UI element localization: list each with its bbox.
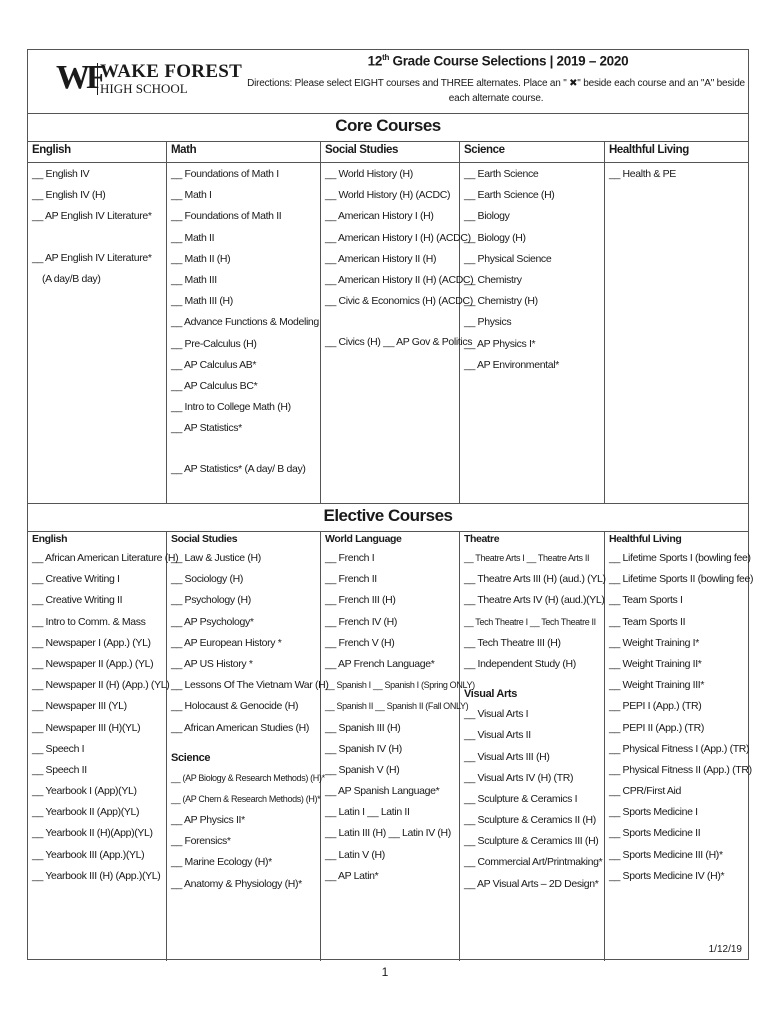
- course-option[interactable]: __ Yearbook II (H)(App)(YL): [32, 827, 153, 840]
- course-option[interactable]: __ Physical Fitness II (App.) (TR): [609, 763, 752, 776]
- course-option[interactable]: __ French III (H): [325, 594, 396, 607]
- course-option[interactable]: __ Latin V (H): [325, 848, 385, 861]
- logo-initials: WF: [56, 59, 103, 96]
- course-option[interactable]: __ Marine Ecology (H)*: [171, 856, 272, 869]
- course-option[interactable]: __ Commercial Art/Printmaking*: [464, 856, 603, 869]
- course-option[interactable]: __ AP Calculus AB*: [171, 358, 257, 371]
- course-option[interactable]: __ Civics (H) __ AP Gov & Politics: [325, 336, 473, 349]
- course-option[interactable]: __ Foundations of Math I: [171, 168, 279, 180]
- course-option[interactable]: __ Intro to College Math (H): [171, 401, 291, 414]
- course-option[interactable]: __ AP Psychology*: [171, 615, 254, 628]
- course-option[interactable]: __ Foundations of Math II: [171, 210, 282, 223]
- course-option[interactable]: __ Tech Theatre I __ Tech Theatre II: [464, 616, 596, 627]
- school-logo: [56, 59, 243, 99]
- course-option[interactable]: __ AP Statistics*: [171, 422, 242, 435]
- divider: [320, 141, 321, 503]
- elective-english-list: [32, 548, 178, 887]
- course-option[interactable]: __ Theatre Arts I __ Theatre Arts II: [464, 553, 590, 563]
- course-option[interactable]: __ Math II: [171, 231, 215, 244]
- course-note: (A day/B day): [42, 272, 101, 285]
- logo-name-line1: WAKE FOREST: [100, 61, 243, 82]
- elective-courses-title: Elective Courses: [323, 506, 453, 525]
- course-option[interactable]: __ (AP Biology & Research Methods) (H)*: [171, 772, 325, 783]
- course-option[interactable]: __ Newspaper II (App.) (YL): [32, 657, 154, 670]
- course-option[interactable]: __ English IV: [32, 168, 90, 180]
- course-option[interactable]: __ Visual Arts IV (H) (TR): [464, 771, 574, 784]
- course-option[interactable]: __ Biology (H): [464, 231, 526, 244]
- course-option[interactable]: __ Visual Arts III (H): [464, 750, 550, 763]
- course-option[interactable]: __ Team Sports II: [609, 615, 686, 628]
- course-option[interactable]: __ Holocaust & Genocide (H): [171, 700, 299, 713]
- course-option[interactable]: __ Team Sports I: [609, 594, 683, 607]
- title-rest: Grade Course Selections | 2019 – 2020: [389, 53, 629, 69]
- divider: [28, 503, 748, 504]
- course-option[interactable]: __ French II: [325, 573, 377, 586]
- course-option[interactable]: __ Lifetime Sports I (bowling fee): [609, 552, 751, 564]
- divider: [28, 113, 748, 114]
- course-option[interactable]: __ (AP Chem & Research Methods) (H)*: [171, 793, 321, 804]
- divider: [28, 162, 748, 163]
- course-selection-sheet: [27, 49, 754, 960]
- course-option[interactable]: __ African American Studies (H): [171, 721, 309, 734]
- course-option[interactable]: __ American History II (H) (ACDC): [325, 273, 474, 286]
- elective-theatre-header: Theatre: [464, 533, 500, 545]
- course-option[interactable]: __ Independent Study (H): [464, 657, 576, 670]
- elective-social-studies-header: Social Studies: [171, 533, 238, 545]
- title-grade: 12: [367, 53, 383, 69]
- course-option[interactable]: __ Earth Science: [464, 168, 539, 180]
- core-social-studies-list: [325, 164, 473, 354]
- elective-visual-arts-header: Visual Arts: [464, 688, 518, 701]
- course-option[interactable]: __ Lessons Of The Vietnam War (H): [171, 679, 329, 692]
- elective-world-language-header: World Language: [325, 533, 402, 545]
- elective-healthful-living-header: Healthful Living: [609, 533, 682, 545]
- course-option[interactable]: __ AP Spanish Language*: [325, 785, 440, 798]
- course-option[interactable]: __ AP Physics II*: [171, 814, 245, 827]
- course-option[interactable]: __ Pre-Calculus (H): [171, 337, 257, 350]
- course-option[interactable]: __ AP French Language*: [325, 657, 435, 670]
- course-option[interactable]: __ AP English IV Literature*: [32, 251, 152, 264]
- title-sup: th: [382, 53, 390, 62]
- course-option[interactable]: __ American History I (H) (ACDC): [325, 231, 471, 244]
- course-option[interactable]: __ French V (H): [325, 636, 395, 649]
- course-option[interactable]: __ Tech Theatre III (H): [464, 636, 561, 649]
- course-option[interactable]: __ AP European History *: [171, 636, 282, 649]
- core-english-list: [32, 164, 152, 290]
- course-option[interactable]: __ Creative Writing II: [32, 594, 123, 607]
- course-option[interactable]: __ Speech I: [32, 742, 85, 755]
- course-option[interactable]: __ Law & Justice (H): [171, 552, 261, 564]
- course-option[interactable]: __ Visual Arts II: [464, 729, 531, 742]
- course-option[interactable]: __ Civic & Economics (H) (ACDC): [325, 295, 473, 308]
- divider: [28, 531, 748, 532]
- logo-divider: [97, 63, 98, 95]
- core-english-header: English: [32, 144, 71, 156]
- course-option[interactable]: __ Spanish IV (H): [325, 742, 402, 755]
- course-option[interactable]: __ PEPI II (App.) (TR): [609, 721, 704, 734]
- core-science-list: [464, 164, 559, 376]
- course-option[interactable]: __ Math III: [171, 273, 217, 286]
- core-math-list: [171, 164, 319, 481]
- core-social-studies-header: Social Studies: [325, 144, 399, 156]
- course-option[interactable]: __ American History I (H): [325, 210, 434, 223]
- course-option[interactable]: __ World History (H): [325, 168, 413, 180]
- divider: [28, 141, 748, 142]
- course-option[interactable]: __ Sports Medicine I: [609, 806, 698, 819]
- course-option[interactable]: __ Physical Science: [464, 252, 552, 265]
- divider: [166, 141, 167, 503]
- course-option[interactable]: __ French I: [325, 552, 375, 564]
- course-option[interactable]: __ Weight Training I*: [609, 636, 699, 649]
- core-courses-title: Core Courses: [335, 116, 441, 135]
- course-option[interactable]: __ Creative Writing I: [32, 573, 120, 586]
- course-option[interactable]: __ Weight Training II*: [609, 657, 702, 670]
- course-option[interactable]: __ Yearbook I (App)(YL): [32, 785, 137, 798]
- course-option[interactable]: __ Physics: [464, 316, 512, 329]
- course-option[interactable]: __ CPR/First Aid: [609, 785, 682, 798]
- course-option[interactable]: __ Spanish V (H): [325, 763, 400, 776]
- course-option[interactable]: __ AP Physics I*: [464, 337, 536, 350]
- course-option[interactable]: __ Sociology (H): [171, 573, 244, 586]
- course-option[interactable]: __ Physical Fitness I (App.) (TR): [609, 742, 750, 755]
- course-option[interactable]: __ Yearbook III (H) (App.)(YL): [32, 869, 161, 882]
- course-option[interactable]: __ Newspaper I (App.) (YL): [32, 636, 151, 649]
- course-option[interactable]: __ Newspaper III (H)(YL): [32, 721, 141, 734]
- course-option[interactable]: __ Math III (H): [171, 295, 233, 308]
- course-option[interactable]: __ Newspaper II (H) (App.) (YL): [32, 679, 170, 692]
- course-option[interactable]: __ Latin I __ Latin II: [325, 806, 410, 819]
- directions-text: Directions: Please select EIGHT courses and THREE alternates. Place an " ✖" beside each course and an "A" beside each alternate course.: [247, 78, 745, 104]
- elective-world-language-list: [325, 548, 475, 887]
- core-healthful-living-list: [609, 164, 676, 185]
- course-option[interactable]: __ Sculpture & Ceramics I: [464, 792, 578, 805]
- course-option[interactable]: __ Math II (H): [171, 252, 231, 265]
- course-option[interactable]: __ Newspaper III (YL): [32, 700, 127, 713]
- course-option[interactable]: __ Math I: [171, 189, 212, 202]
- course-option[interactable]: __ Intro to Comm. & Mass: [32, 615, 146, 628]
- course-option[interactable]: __ Sculpture & Ceramics III (H): [464, 835, 599, 848]
- page-number: 1: [381, 965, 389, 979]
- course-option[interactable]: __ AP Visual Arts – 2D Design*: [464, 877, 599, 890]
- course-option[interactable]: __ Weight Training III*: [609, 679, 705, 692]
- course-option[interactable]: __ English IV (H): [32, 189, 106, 202]
- course-option[interactable]: __ AP Latin*: [325, 869, 379, 882]
- course-option[interactable]: __ Latin III (H) __ Latin IV (H): [325, 827, 451, 840]
- logo-name-line2: HIGH SCHOOL: [100, 81, 188, 96]
- elective-theatre-list: [464, 548, 606, 895]
- course-option[interactable]: __ AP Statistics* (A day/ B day): [171, 463, 306, 476]
- course-option[interactable]: __ Chemistry: [464, 273, 522, 286]
- core-math-header: Math: [171, 144, 197, 156]
- course-option[interactable]: __ Psychology (H): [171, 594, 251, 607]
- core-science-header: Science: [464, 144, 505, 156]
- elective-english-header: English: [32, 533, 68, 545]
- course-option[interactable]: __ Theatre Arts III (H) (aud.) (YL): [464, 573, 606, 586]
- course-option[interactable]: __ Chemistry (H): [464, 295, 538, 308]
- page-title: [248, 53, 748, 69]
- course-option[interactable]: __ French IV (H): [325, 615, 398, 628]
- course-option[interactable]: __ Theatre Arts IV (H) (aud.)(YL): [464, 594, 605, 607]
- course-option[interactable]: __ AP US History *: [171, 657, 253, 670]
- course-option[interactable]: __ Earth Science (H): [464, 189, 555, 202]
- course-option[interactable]: __ Sculpture & Ceramics II (H): [464, 814, 596, 827]
- course-option[interactable]: __ Speech II: [32, 763, 87, 776]
- course-option[interactable]: __ Advance Functions & Modeling: [171, 316, 319, 329]
- course-option[interactable]: __ Health & PE: [609, 168, 676, 180]
- course-option[interactable]: __ Forensics*: [171, 835, 231, 848]
- course-option[interactable]: __ AP English IV Literature*: [32, 210, 152, 223]
- course-option[interactable]: __ Spanish III (H): [325, 721, 401, 734]
- course-option[interactable]: __ Spanish II __ Spanish II (Fall ONLY): [325, 701, 469, 712]
- elective-healthful-living-list: [609, 548, 753, 887]
- revision-date: 1/12/19: [708, 944, 742, 955]
- course-option[interactable]: __ Sports Medicine II: [609, 827, 701, 840]
- divider: [604, 141, 605, 503]
- course-option[interactable]: __ AP Environmental*: [464, 358, 559, 371]
- course-option[interactable]: __ African American Literature (H): [32, 552, 179, 564]
- course-option[interactable]: __ Spanish I __ Spanish I (Spring ONLY): [325, 680, 475, 691]
- course-option[interactable]: __ World History (H) (ACDC): [325, 189, 451, 202]
- course-option[interactable]: __ American History II (H): [325, 252, 437, 265]
- course-option[interactable]: __ Visual Arts I: [464, 708, 529, 721]
- elective-science-header: Science: [171, 751, 211, 764]
- course-option[interactable]: __ AP Calculus BC*: [171, 379, 258, 392]
- course-option[interactable]: __ Biology: [464, 210, 510, 223]
- course-option[interactable]: __ Sports Medicine IV (H)*: [609, 869, 725, 882]
- elective-social-studies-list: [171, 548, 329, 895]
- course-option[interactable]: __ Anatomy & Physiology (H)*: [171, 877, 302, 890]
- course-option[interactable]: __ Lifetime Sports II (bowling fee): [609, 573, 754, 586]
- course-option[interactable]: __ PEPI I (App.) (TR): [609, 700, 702, 713]
- core-healthful-living-header: Healthful Living: [609, 144, 689, 156]
- course-option[interactable]: __ Sports Medicine III (H)*: [609, 848, 723, 861]
- course-option[interactable]: __ Yearbook III (App.)(YL): [32, 848, 145, 861]
- course-option[interactable]: __ Yearbook II (App)(YL): [32, 806, 140, 819]
